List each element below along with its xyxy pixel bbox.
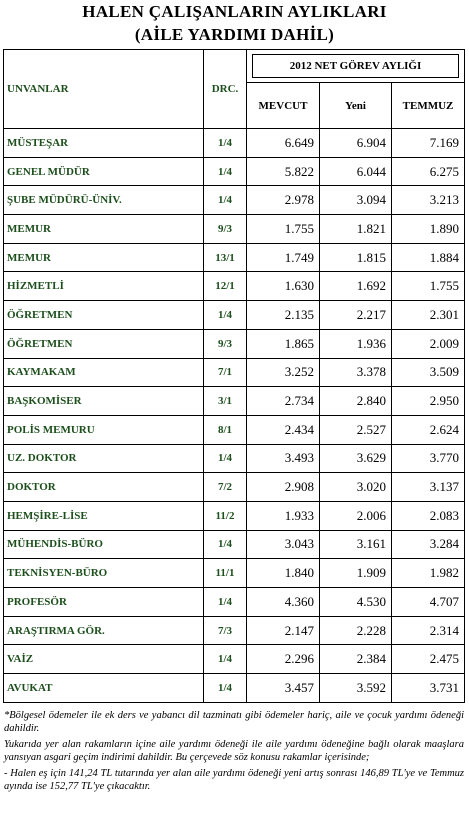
cell-unvan: GENEL MÜDÜR xyxy=(4,157,204,186)
cell-mevcut: 1.933 xyxy=(247,501,320,530)
cell-mevcut: 4.360 xyxy=(247,588,320,617)
cell-yeni: 3.094 xyxy=(320,186,392,215)
cell-mevcut: 2.734 xyxy=(247,387,320,416)
cell-temmuz: 3.731 xyxy=(392,674,465,703)
cell-drc: 9/3 xyxy=(204,215,247,244)
header-group-label: 2012 NET GÖREV AYLIĞI xyxy=(252,54,459,78)
table-row xyxy=(4,387,465,416)
table-row xyxy=(4,358,465,387)
cell-temmuz: 7.169 xyxy=(392,129,465,158)
cell-mevcut: 2.296 xyxy=(247,645,320,674)
cell-drc: 9/3 xyxy=(204,329,247,358)
cell-yeni: 2.840 xyxy=(320,387,392,416)
cell-yeni: 4.530 xyxy=(320,588,392,617)
table-row xyxy=(4,530,465,559)
cell-drc: 1/4 xyxy=(204,674,247,703)
cell-mevcut: 6.649 xyxy=(247,129,320,158)
salary-table xyxy=(3,49,465,703)
cell-yeni: 2.217 xyxy=(320,301,392,330)
cell-mevcut: 1.755 xyxy=(247,215,320,244)
cell-temmuz: 1.884 xyxy=(392,243,465,272)
cell-temmuz: 4.707 xyxy=(392,588,465,617)
cell-unvan: BAŞKOMİSER xyxy=(4,387,204,416)
cell-unvan: ÖĞRETMEN xyxy=(4,301,204,330)
table-row xyxy=(4,415,465,444)
cell-unvan: PROFESÖR xyxy=(4,588,204,617)
cell-drc: 7/1 xyxy=(204,358,247,387)
cell-temmuz: 2.301 xyxy=(392,301,465,330)
cell-temmuz: 1.890 xyxy=(392,215,465,244)
header-unvan: UNVANLAR xyxy=(4,50,204,129)
table-row xyxy=(4,243,465,272)
table-row xyxy=(4,645,465,674)
cell-yeni: 3.020 xyxy=(320,473,392,502)
cell-temmuz: 2.950 xyxy=(392,387,465,416)
cell-temmuz: 3.213 xyxy=(392,186,465,215)
cell-yeni: 3.629 xyxy=(320,444,392,473)
cell-drc: 11/1 xyxy=(204,559,247,588)
cell-mevcut: 2.978 xyxy=(247,186,320,215)
cell-drc: 1/4 xyxy=(204,530,247,559)
cell-mevcut: 3.252 xyxy=(247,358,320,387)
cell-unvan: POLİS MEMURU xyxy=(4,415,204,444)
cell-yeni: 1.815 xyxy=(320,243,392,272)
table-row xyxy=(4,674,465,703)
cell-yeni: 1.909 xyxy=(320,559,392,588)
cell-yeni: 3.592 xyxy=(320,674,392,703)
table-row xyxy=(4,157,465,186)
header-group xyxy=(247,50,465,83)
cell-yeni: 6.904 xyxy=(320,129,392,158)
cell-drc: 12/1 xyxy=(204,272,247,301)
cell-unvan: MEMUR xyxy=(4,215,204,244)
cell-temmuz: 3.284 xyxy=(392,530,465,559)
cell-unvan: MÜSTEŞAR xyxy=(4,129,204,158)
cell-yeni: 3.378 xyxy=(320,358,392,387)
cell-drc: 1/4 xyxy=(204,588,247,617)
cell-mevcut: 2.147 xyxy=(247,616,320,645)
table-row xyxy=(4,186,465,215)
table-row xyxy=(4,616,465,645)
cell-temmuz: 2.314 xyxy=(392,616,465,645)
cell-drc: 1/4 xyxy=(204,186,247,215)
cell-drc: 1/4 xyxy=(204,645,247,674)
cell-mevcut: 1.630 xyxy=(247,272,320,301)
cell-temmuz: 2.475 xyxy=(392,645,465,674)
cell-yeni: 1.692 xyxy=(320,272,392,301)
cell-drc: 3/1 xyxy=(204,387,247,416)
cell-temmuz: 6.275 xyxy=(392,157,465,186)
cell-unvan: ARAŞTIRMA GÖR. xyxy=(4,616,204,645)
cell-yeni: 2.228 xyxy=(320,616,392,645)
cell-temmuz: 3.137 xyxy=(392,473,465,502)
header-mevcut: MEVCUT xyxy=(247,83,320,129)
table-row xyxy=(4,215,465,244)
cell-temmuz: 1.755 xyxy=(392,272,465,301)
cell-unvan: MÜHENDİS-BÜRO xyxy=(4,530,204,559)
footnote-3: - Halen eş için 141,24 TL tutarında yer alan aile yardımı ödeneği yeni artış sonrası 146,89 TL'ye ve Temmuz ayında ise 152,77 TL'ye çıkacaktır. xyxy=(4,768,464,792)
table-row xyxy=(4,129,465,158)
table-row xyxy=(4,473,465,502)
cell-drc: 7/2 xyxy=(204,473,247,502)
cell-yeni: 2.527 xyxy=(320,415,392,444)
cell-drc: 11/2 xyxy=(204,501,247,530)
footnote-2: Yukarıda yer alan rakamların içine aile yardımı ödeneği ile aile yardımı ödeneğine bağlı olarak maaşlara yansıyan asgari geçim indirimi dahildir. Bu çerçevede söz konusu rakamlar içerisinde; xyxy=(4,739,464,763)
footnotes xyxy=(4,709,464,796)
cell-mevcut: 2.135 xyxy=(247,301,320,330)
cell-unvan: HİZMETLİ xyxy=(4,272,204,301)
cell-unvan: HEMŞİRE-LİSE xyxy=(4,501,204,530)
header-drc: DRC. xyxy=(204,50,247,129)
cell-temmuz: 1.982 xyxy=(392,559,465,588)
cell-temmuz: 2.009 xyxy=(392,329,465,358)
cell-temmuz: 3.770 xyxy=(392,444,465,473)
cell-temmuz: 2.083 xyxy=(392,501,465,530)
table-row xyxy=(4,301,465,330)
table-row xyxy=(4,501,465,530)
cell-mevcut: 3.043 xyxy=(247,530,320,559)
table-row xyxy=(4,272,465,301)
cell-unvan: UZ. DOKTOR xyxy=(4,444,204,473)
cell-drc: 1/4 xyxy=(204,444,247,473)
cell-unvan: ŞUBE MÜDÜRÜ-ÜNİV. xyxy=(4,186,204,215)
cell-yeni: 2.384 xyxy=(320,645,392,674)
footnote-1: *Bölgesel ödemeler ile ek ders ve yabancı dil tazminatı gibi ödemeler hariç, aile ve çocuk yardımı ödeneği dahildir. xyxy=(4,710,464,734)
cell-mevcut: 1.749 xyxy=(247,243,320,272)
cell-mevcut: 2.434 xyxy=(247,415,320,444)
cell-unvan: TEKNİSYEN-BÜRO xyxy=(4,559,204,588)
cell-drc: 7/3 xyxy=(204,616,247,645)
table-row xyxy=(4,559,465,588)
cell-unvan: KAYMAKAM xyxy=(4,358,204,387)
cell-yeni: 1.821 xyxy=(320,215,392,244)
header-yeni: Yeni xyxy=(320,83,392,129)
table-row xyxy=(4,444,465,473)
cell-unvan: MEMUR xyxy=(4,243,204,272)
cell-mevcut: 3.457 xyxy=(247,674,320,703)
cell-mevcut: 1.865 xyxy=(247,329,320,358)
cell-unvan: AVUKAT xyxy=(4,674,204,703)
cell-drc: 8/1 xyxy=(204,415,247,444)
cell-drc: 1/4 xyxy=(204,157,247,186)
cell-mevcut: 1.840 xyxy=(247,559,320,588)
cell-temmuz: 2.624 xyxy=(392,415,465,444)
cell-unvan: DOKTOR xyxy=(4,473,204,502)
cell-yeni: 3.161 xyxy=(320,530,392,559)
page-subtitle: (AİLE YARDIMI DAHİL) xyxy=(134,25,335,44)
table-row xyxy=(4,588,465,617)
cell-mevcut: 3.493 xyxy=(247,444,320,473)
cell-drc: 13/1 xyxy=(204,243,247,272)
cell-yeni: 2.006 xyxy=(320,501,392,530)
cell-mevcut: 2.908 xyxy=(247,473,320,502)
cell-drc: 1/4 xyxy=(204,129,247,158)
cell-unvan: ÖĞRETMEN xyxy=(4,329,204,358)
cell-mevcut: 5.822 xyxy=(247,157,320,186)
table-row xyxy=(4,329,465,358)
cell-yeni: 1.936 xyxy=(320,329,392,358)
page-title: HALEN ÇALIŞANLARIN AYLIKLARI xyxy=(82,2,387,21)
cell-yeni: 6.044 xyxy=(320,157,392,186)
cell-unvan: VAİZ xyxy=(4,645,204,674)
cell-drc: 1/4 xyxy=(204,301,247,330)
header-temmuz: TEMMUZ xyxy=(392,83,465,129)
cell-temmuz: 3.509 xyxy=(392,358,465,387)
